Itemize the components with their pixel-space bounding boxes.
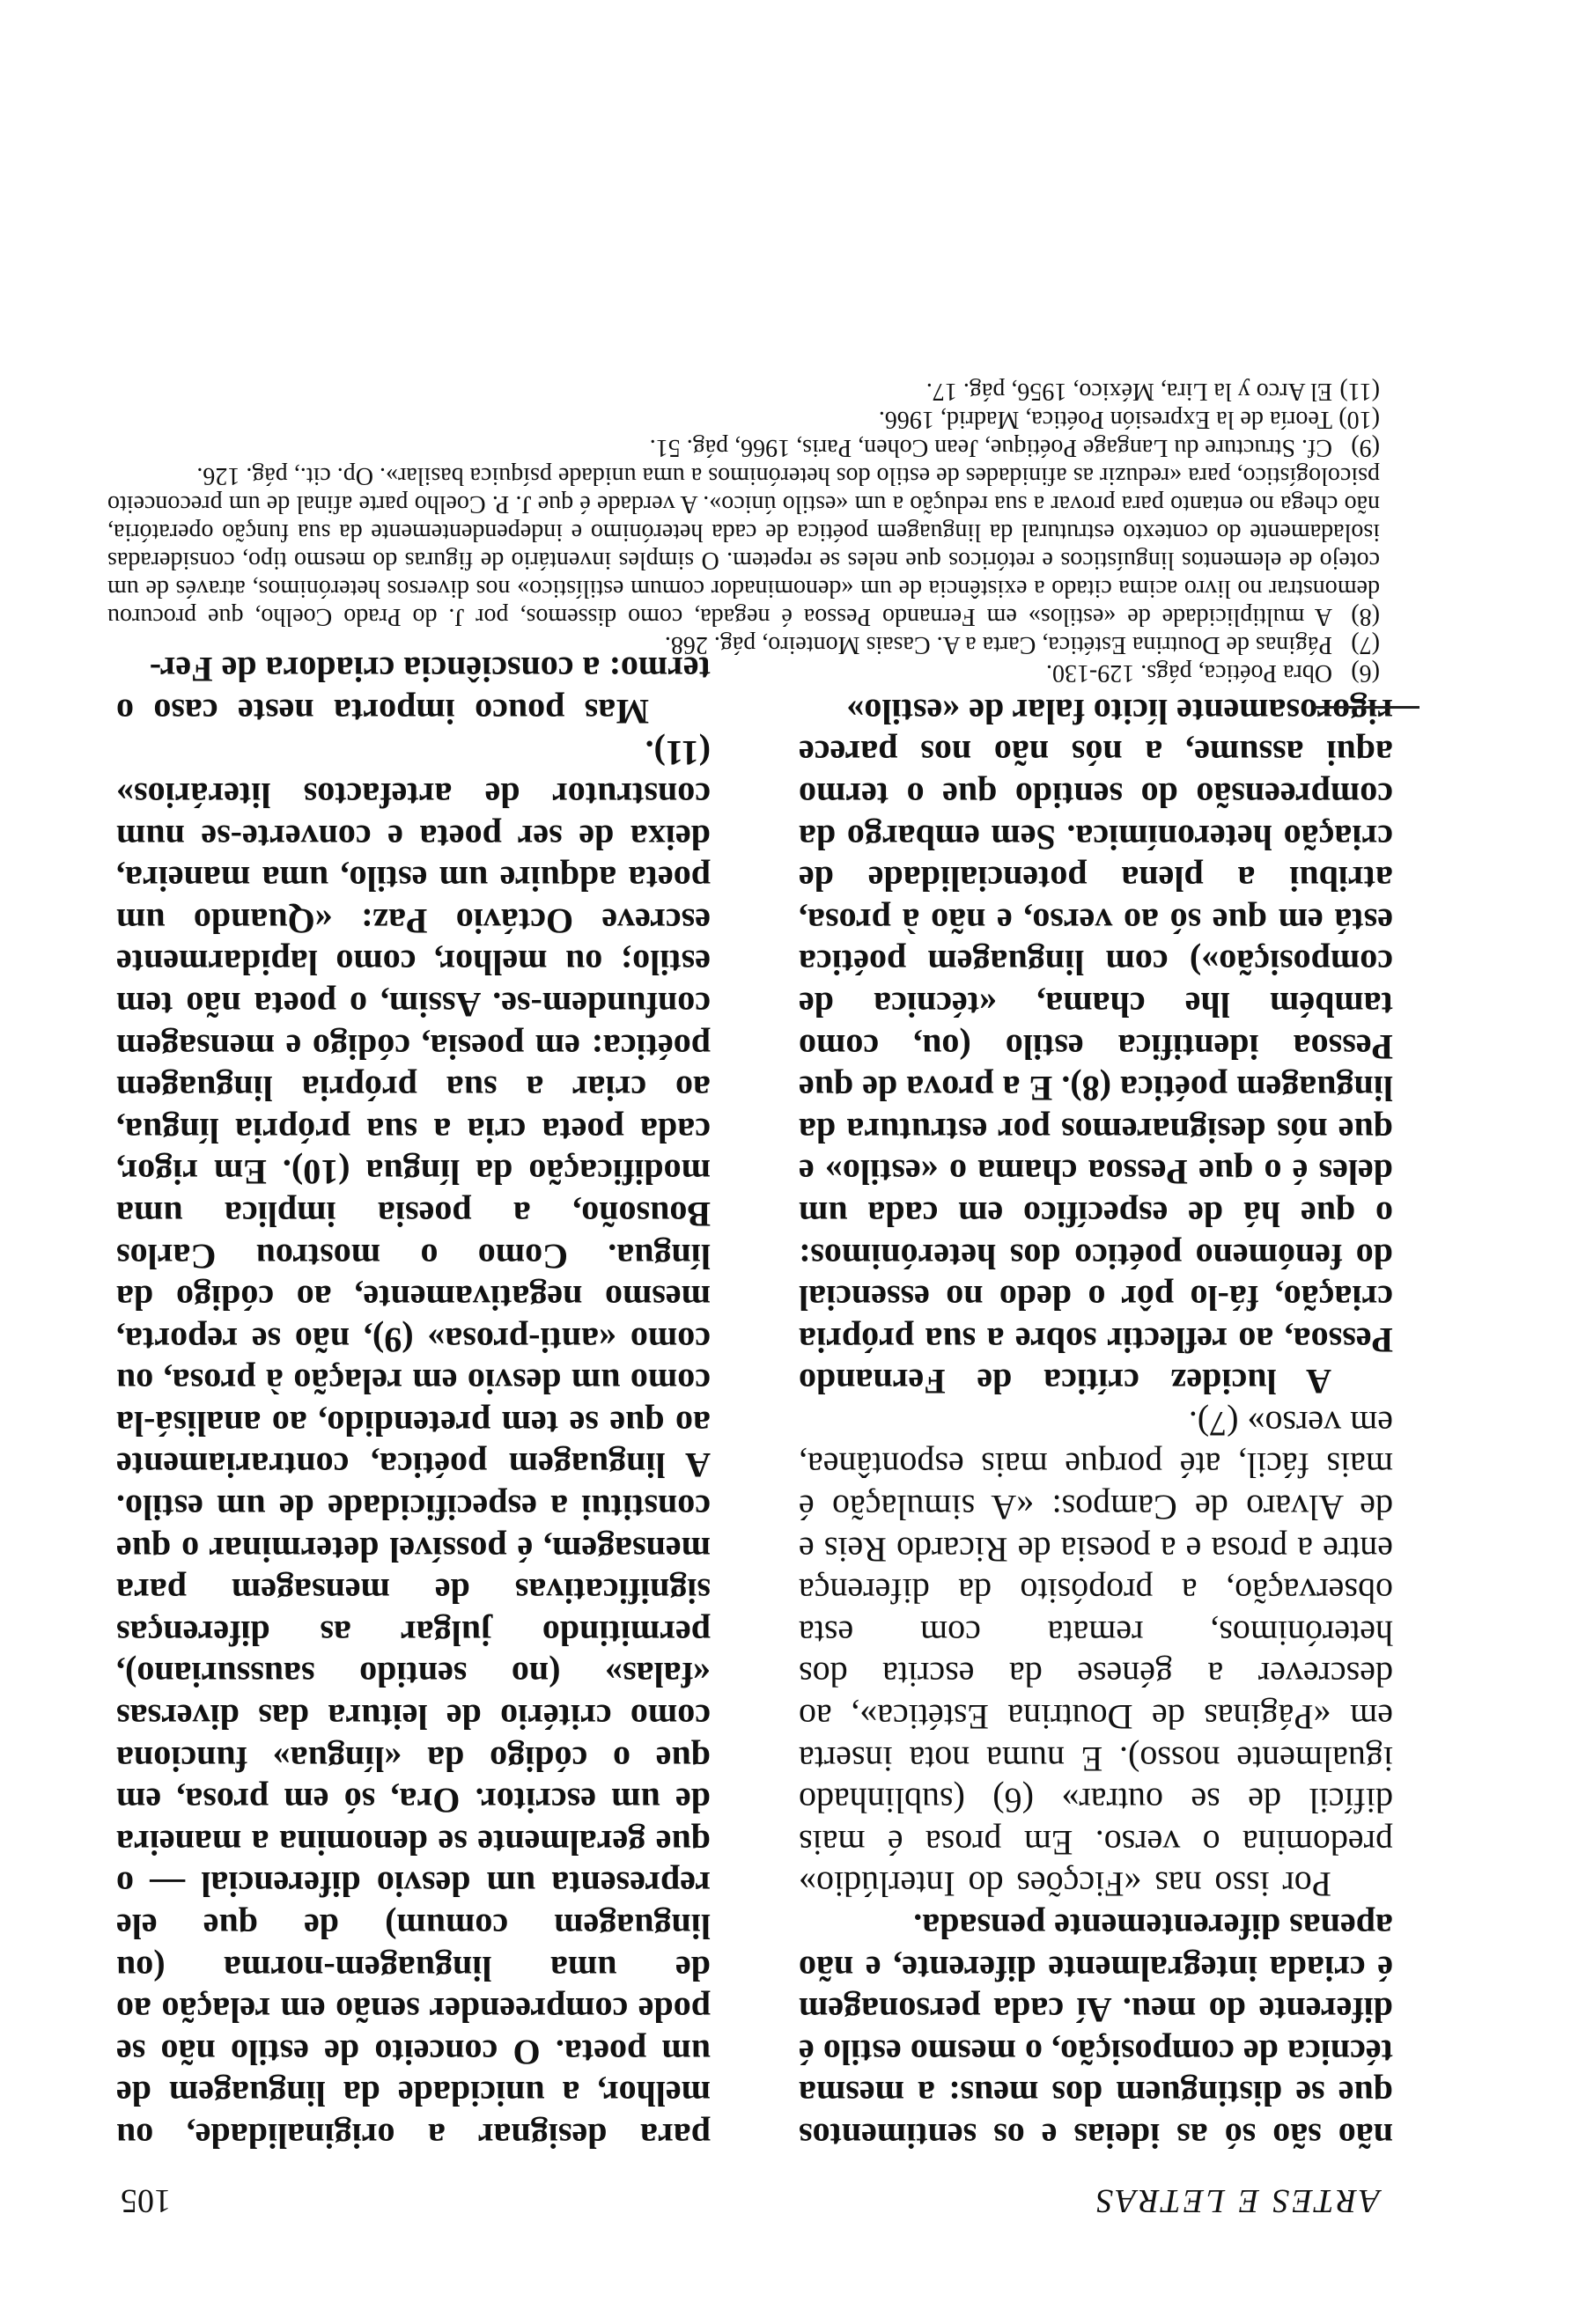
footnote-text: Obra Poética, págs. 129-130. xyxy=(1045,659,1332,687)
paragraph: A lucidez crítica de Fernando Pessoa, ao reflectir sobre a sua própria criação, fá-lo pôr o dedo no essencial do fenómeno poético dos heterónimos: o que há de específico em cada um deles é o que Pessoa chama o «estilo» e que nós designaremos por estrutura da linguagem poética (8). E a prova de que Pessoa identifica estilo (ou, como também lhe chama, «técnica de composição») com linguagem poética está em que só ao verso, e não à prosa, atribui a plena potencialidade de criação heteronímica. Sem embargo da compreensão do sentido que o termo aqui assume, a nós não nos parece rigorosamente lícito falar de «estilo» xyxy=(799,691,1393,1402)
footnote-mark: (9) xyxy=(1351,434,1380,461)
footnotes xyxy=(107,377,1380,687)
left-column xyxy=(799,690,1393,2157)
footnote-mark: (7) xyxy=(1351,631,1380,658)
footnote-text: Páginas de Doutrina Estética, Carta a A. Casais Monteiro, pág. 268. xyxy=(664,631,1332,658)
footnote-mark: (6) xyxy=(1351,659,1380,687)
footnote-text: A multiplicidade de «estilos» em Fernando Pessoa é negada, como dissemos, por J. do Prado Coelho, que procurou demonstrar no livro acima citado a existência de um «denominador comum estilístico» nos diversos heterónimos, através de um cotejo de elementos linguísticos e retóricos que neles se repetem. O simples inventário de figuras do mesmo tipo, consideradas isoladamente do contexto estrutural da linguagem poética de cada heterónimo e independentemente da sua função operatória, não chega no entanto para provar a sua redução a um «estilo único». A verdade é que J. P. Coelho parte afinal de um preconceito psicologístico, para «reduzir as afinidades de estilo dos heterónimos a uma unidade psíquica basilar». Op. cit., pág. 126. xyxy=(107,462,1380,630)
paragraph: Mas pouco importa neste caso o termo: a consciência criadora de Fer- xyxy=(116,650,711,732)
footnote-text: Teoría de la Expresión Poética, Madrid, 1966. xyxy=(878,406,1332,433)
footnote-mark: (11) xyxy=(1339,378,1380,405)
footnote-mark: (8) xyxy=(1351,603,1380,630)
footnote-mark: (10) xyxy=(1338,406,1380,433)
footnote xyxy=(107,658,1380,687)
right-column xyxy=(116,649,711,2157)
paragraph: para designar a originalidade, ou melhor, a unicidade da linguagem de um poeta. O conceito de estilo não se pode compreender senão em relação ao de uma linguagem-norma (ou linguagem comum) de que ele representa um desvio diferencial — o que geralmente se denomina a maneira de um escritor. Ora, só em prosa, em que o código da «língua» funciona como critério de leitura das diversas «falas» (no sentido saussuriano), permitindo julgar as diferenças significativas de mensagem para mensagem, é possível determinar o que constitui a especificidade de um estilo. A linguagem poética, contrariamente ao que se tem pretendido, ao analisá-la como um desvio em relação à prosa, ou como «anti-prosa» (9), não se reporta, mesmo negativamente, ao código da língua. Como o mostrou Carlos Bousoño, a poesia implica uma modificação da língua (10). Em rigor, cada poeta cria a sua própria língua, ao criar a sua própria linguagem poética: em poesia, código e mensagem confundem-se. Assim, o poeta não tem estilo; ou melhor, como lapidarmente escreve Octávio Paz: «Quando um poeta adquire um estilo, uma maneira, deixa de ser poeta e converte-se num construtor de artefactos literários» (11). xyxy=(116,733,711,2156)
page-number: 105 xyxy=(121,2182,171,2219)
running-title: ARTES E LETRAS xyxy=(1094,2182,1380,2219)
footnote xyxy=(107,433,1380,461)
paragraph: não são só as ideias e os sentimentos que se distinguem dos meus: a mesma técnica de composição, o mesmo estilo é diferente do meu. Aí cada personagem é criada integralmente diferente, e não apenas diferentemente pensada. xyxy=(799,1907,1393,2156)
footnote-text: Cf. Structure du Langage Poétique, Jean Cohen, Paris, 1966, pág. 51. xyxy=(649,434,1332,461)
footnote xyxy=(107,405,1380,433)
footnote-text: El Arco y la Lira, México, 1956, pág. 17. xyxy=(925,378,1332,405)
footnote xyxy=(107,630,1380,658)
footnote xyxy=(107,461,1380,630)
page-header xyxy=(121,2176,1380,2220)
footnote xyxy=(107,377,1380,405)
footnote-rule xyxy=(1314,706,1419,709)
paragraph: Por isso nas «Ficções do Interlúdio» predomina o verso. Em prosa é mais difícil de se outrar» (6) (sublinhado igualmente nosso). E numa nota inserta em «Páginas de Doutrina Estética», ao descrever a génese da escrita dos heterónimos, remata com esta observação, a propósito da diferença entre a prosa e a poesia de Ricardo Reis e de Alvaro de Campos: «A simulação é mais fácil, até porque mais espontânea, em verso» (7). xyxy=(799,1403,1393,1905)
